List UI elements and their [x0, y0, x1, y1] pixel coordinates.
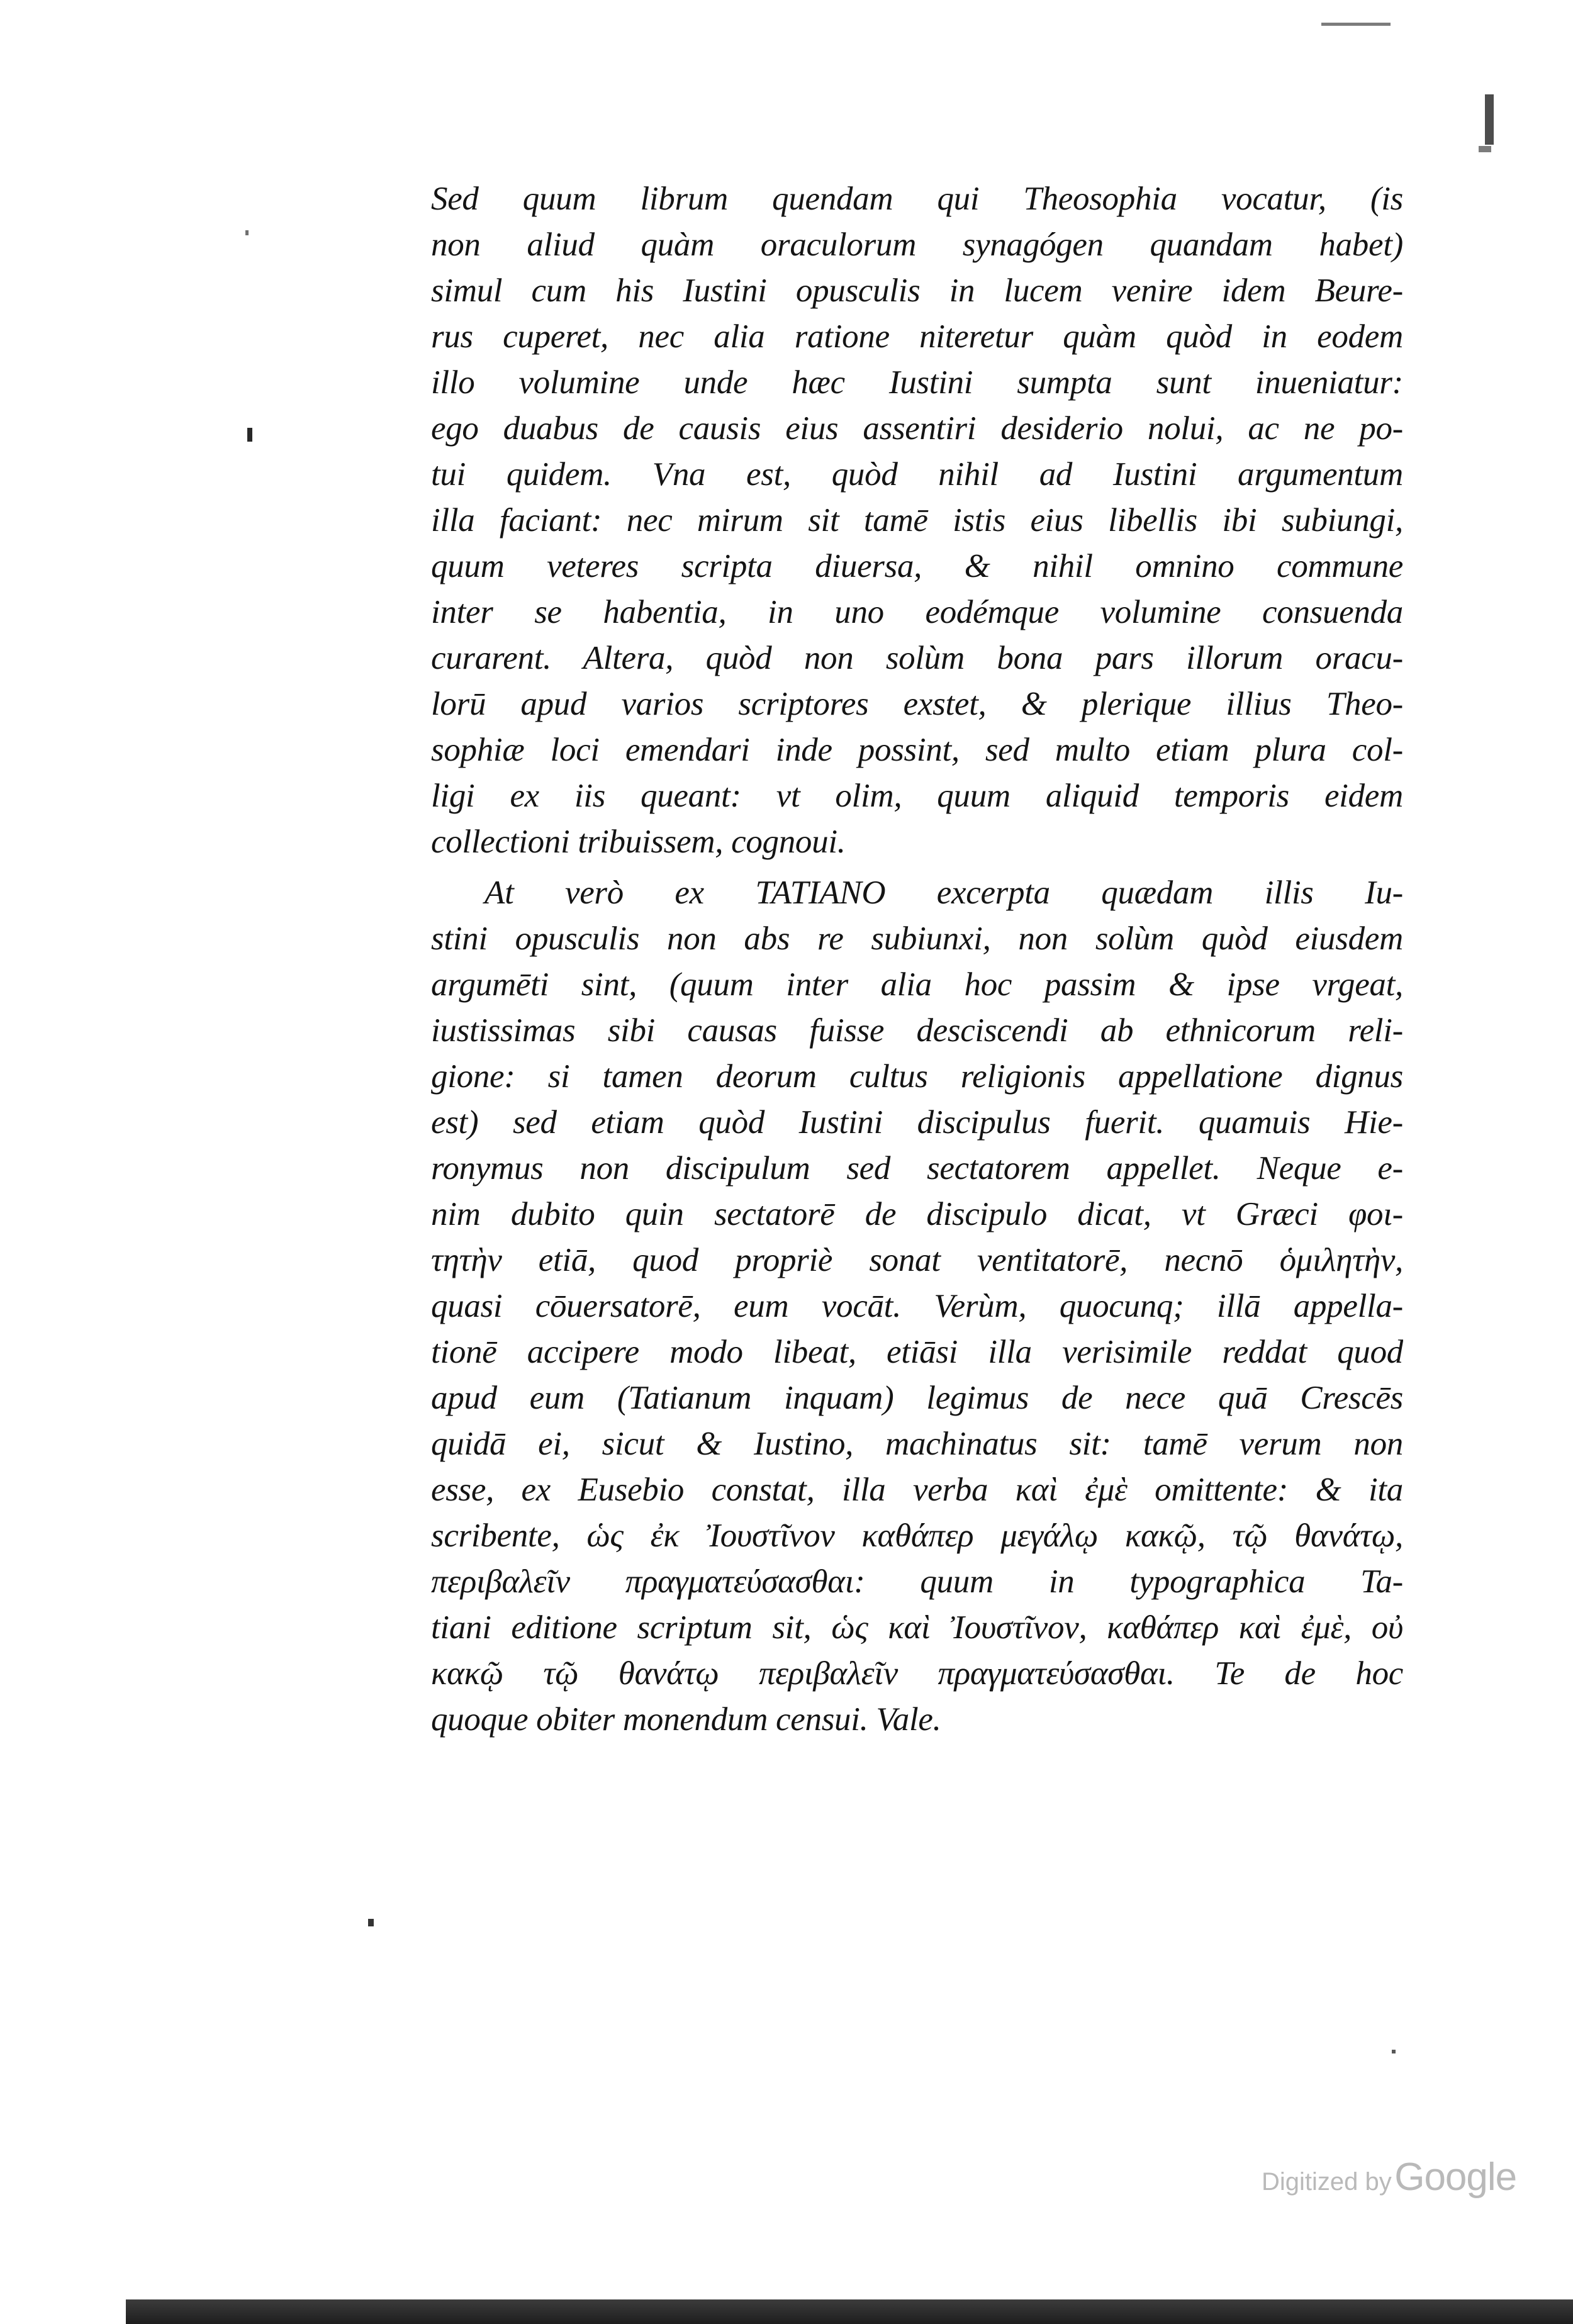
- scan-artifact: [245, 230, 249, 235]
- google-logo: Google: [1394, 2155, 1517, 2199]
- text-line: esse, ex Eusebio constat, illa verba καὶ ἐμὲ omittente: & ita: [431, 1472, 1403, 1508]
- text-line: tui quidem. Vna est, quòd nihil ad Iustini argumentum: [431, 456, 1403, 493]
- text-line: tiani editione scriptum sit, ὡς καὶ Ἰουστῖνον, καθάπερ καὶ ἐμὲ, οὐ: [431, 1609, 1403, 1646]
- text-line: quoque obiter monendum censui. Vale.: [431, 1701, 941, 1738]
- text-line: quasi cōuersatorē, eum vocāt. Verùm, quocunq; illā appella-: [431, 1288, 1403, 1324]
- text-line: gione: si tamen deorum cultus religionis appellatione dignus: [431, 1058, 1403, 1095]
- text-line: inter se habentia, in uno eodémque volumine consuenda: [431, 594, 1403, 630]
- scan-artifact: [1479, 146, 1491, 152]
- text-line: non aliud quàm oraculorum synagógen quandam habet): [431, 226, 1403, 263]
- text-line: quidā ei, sicut & Iustino, machinatus sit: tamē verum non: [431, 1426, 1403, 1462]
- text-line: rus cuperet, nec alia ratione niteretur quàm quòd in eodem: [431, 318, 1403, 355]
- scan-artifact: [1392, 2050, 1396, 2053]
- scan-artifact: [247, 428, 252, 442]
- text-line: lorū apud varios scriptores exstet, & plerique illius Theo-: [431, 686, 1403, 722]
- text-line: Sed quum librum quendam qui Theosophia vocatur, (is: [431, 181, 1403, 217]
- text-line: nim dubito quin sectatorē de discipulo dicat, vt Græci φοι-: [431, 1196, 1403, 1232]
- text-line: sophiæ loci emendari inde possint, sed multo etiam plura col-: [431, 732, 1403, 768]
- text-line: κακῷ τῷ θανάτῳ περιβαλεῖν πραγματεύσασθαι. Te de hoc: [431, 1655, 1403, 1692]
- scan-artifact: [1485, 94, 1494, 145]
- text-line: est) sed etiam quòd Iustini discipulus fuerit. quamuis Hie-: [431, 1104, 1403, 1141]
- text-line: ronymus non discipulum sed sectatorem appellet. Neque e-: [431, 1150, 1403, 1187]
- text-line: περιβαλεῖν πραγματεύσασθαι: quum in typographica Ta-: [431, 1563, 1403, 1600]
- text-line: apud eum (Tatianum inquam) legimus de nece quā Crescēs: [431, 1380, 1403, 1416]
- text-line: ligi ex iis queant: vt olim, quum aliquid temporis eidem: [431, 778, 1403, 814]
- body-text: [431, 176, 1403, 1743]
- text-line: scribente, ὡς ἐκ Ἰουστῖνον καθάπερ μεγάλῳ κακῷ, τῷ θανάτῳ,: [431, 1517, 1403, 1554]
- text-line: stini opusculis non abs re subiunxi, non solùm quòd eiusdem: [431, 920, 1403, 957]
- text-line: illa faciant: nec mirum sit tamē istis eius libellis ibi subiungi,: [431, 502, 1403, 539]
- text-line: iustissimas sibi causas fuisse desciscendi ab ethnicorum reli-: [431, 1012, 1403, 1049]
- text-line: ego duabus de causis eius assentiri desiderio nolui, ac ne po-: [431, 410, 1403, 447]
- text-line: tionē accipere modo libeat, etiāsi illa verisimile reddat quod: [431, 1334, 1403, 1370]
- text-line: collectioni tribuissem, cognoui.: [431, 824, 846, 860]
- credit-text: Digitized by: [1262, 2168, 1392, 2196]
- paragraph-start-line: At verò ex TATIANO excerpta quædam illis Iu-: [484, 874, 1403, 911]
- text-line: simul cum his Iustini opusculis in lucem venire idem Beure-: [431, 272, 1403, 309]
- scan-artifact: [1321, 23, 1391, 26]
- scan-artifact: [368, 1919, 374, 1926]
- text-line: curarent. Altera, quòd non solùm bona pars illorum oracu-: [431, 640, 1403, 676]
- text-line: illo volumine unde hæc Iustini sumpta sunt inueniatur:: [431, 364, 1403, 401]
- digitization-credit: [1262, 2155, 1516, 2199]
- text-line: argumēti sint, (quum inter alia hoc passim & ipse vrgeat,: [431, 966, 1403, 1003]
- text-line: τητὴν etiā, quod propriè sonat ventitatorē, necnō ὁμιλητὴν,: [431, 1242, 1403, 1278]
- scan-edge-shadow: [126, 2299, 1573, 2324]
- text-line: quum veteres scripta diuersa, & nihil omnino commune: [431, 548, 1403, 584]
